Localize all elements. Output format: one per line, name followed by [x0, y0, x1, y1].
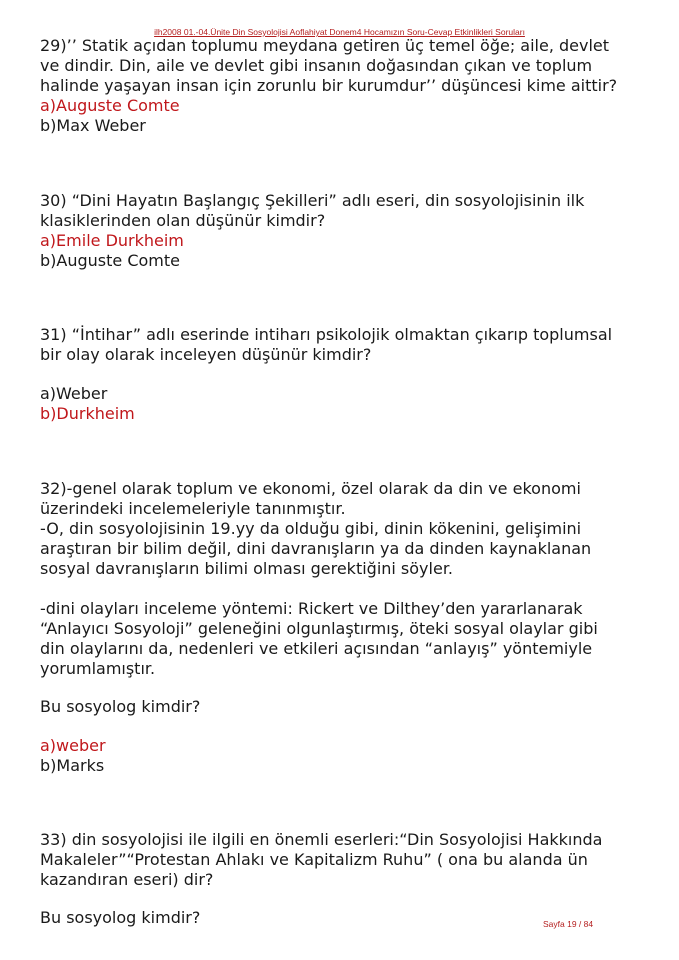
q32-option-a: a)weber — [40, 736, 106, 755]
q32-line-5: sosyal davranışların bilimi olması gerektiğini söyler. — [40, 559, 454, 578]
q33-question: Bu sosyolog kimdir? — [40, 908, 201, 927]
q33-line-2: Makaleler”“Protestan Ahlakı ve Kapitalizm Ruhu” ( ona bu alanda ün — [40, 850, 588, 869]
q29-line-2: ve dindir. Din, aile ve devlet gibi insanın doğasından çıkan ve toplum — [40, 56, 593, 75]
page-number: Sayfa 19 / 84 — [543, 919, 594, 929]
q32-option-b: b)Marks — [40, 756, 105, 775]
q30-option-b: b)Auguste Comte — [40, 251, 180, 270]
q31-line-1: 31) “İntihar” adlı eserinde intiharı psikolojik olmaktan çıkarıp toplumsal — [40, 325, 613, 344]
q32-line-8: din olaylarını da, nedenleri ve etkileri açısından “anlayış” yöntemiyle — [40, 639, 593, 658]
q33-line-3: kazandıran eseri) dir? — [40, 870, 214, 889]
q33-line-1: 33) din sosyolojisi ile ilgili en önemli eserleri:“Din Sosyolojisi Hakkında — [40, 830, 603, 849]
q31-option-a: a)Weber — [40, 384, 108, 403]
q29-line-1: 29)’’ Statik açıdan toplumu meydana getiren üç temel öğe; aile, devlet — [40, 36, 610, 55]
q32-line-6: -dini olayları inceleme yöntemi: Rickert ve Dilthey’den yararlanarak — [40, 599, 583, 618]
q31-option-b: b)Durkheim — [40, 404, 135, 423]
q29-option-b: b)Max Weber — [40, 116, 146, 135]
q32-line-9: yorumlamıştır. — [40, 659, 156, 678]
q30-line-2: klasiklerinden olan düşünür kimdir? — [40, 211, 326, 230]
q32-question: Bu sosyolog kimdir? — [40, 697, 201, 716]
q29-option-a: a)Auguste Comte — [40, 96, 180, 115]
q29-line-3: halinde yaşayan insan için zorunlu bir kurumdur’’ düşüncesi kime aittir? — [40, 76, 618, 95]
page-header: ilh2008 01.-04.Ünite Din Sosyolojisi Aoflahiyat Donem4 Hocamızın Soru-Cevap Etkinlikleri Soruları — [154, 27, 525, 37]
q32-line-4: araştıran bir bilim değil, dini davranışların ya da dinden kaynaklanan — [40, 539, 592, 558]
q32-line-1: 32)-genel olarak toplum ve ekonomi, özel olarak da din ve ekonomi — [40, 479, 581, 498]
q32-line-2: üzerindeki incelemeleriyle tanınmıştır. — [40, 499, 346, 518]
q32-line-7: “Anlayıcı Sosyoloji” geleneğini olgunlaştırmış, öteki sosyal olaylar gibi — [40, 619, 598, 638]
q32-line-3: -O, din sosyolojisinin 19.yy da olduğu gibi, dinin kökenini, gelişimini — [40, 519, 582, 538]
q30-option-a: a)Emile Durkheim — [40, 231, 184, 250]
q30-line-1: 30) “Dini Hayatın Başlangıç Şekilleri” adlı eseri, din sosyolojisinin ilk — [40, 191, 585, 210]
q31-line-2: bir olay olarak inceleyen düşünür kimdir? — [40, 345, 372, 364]
